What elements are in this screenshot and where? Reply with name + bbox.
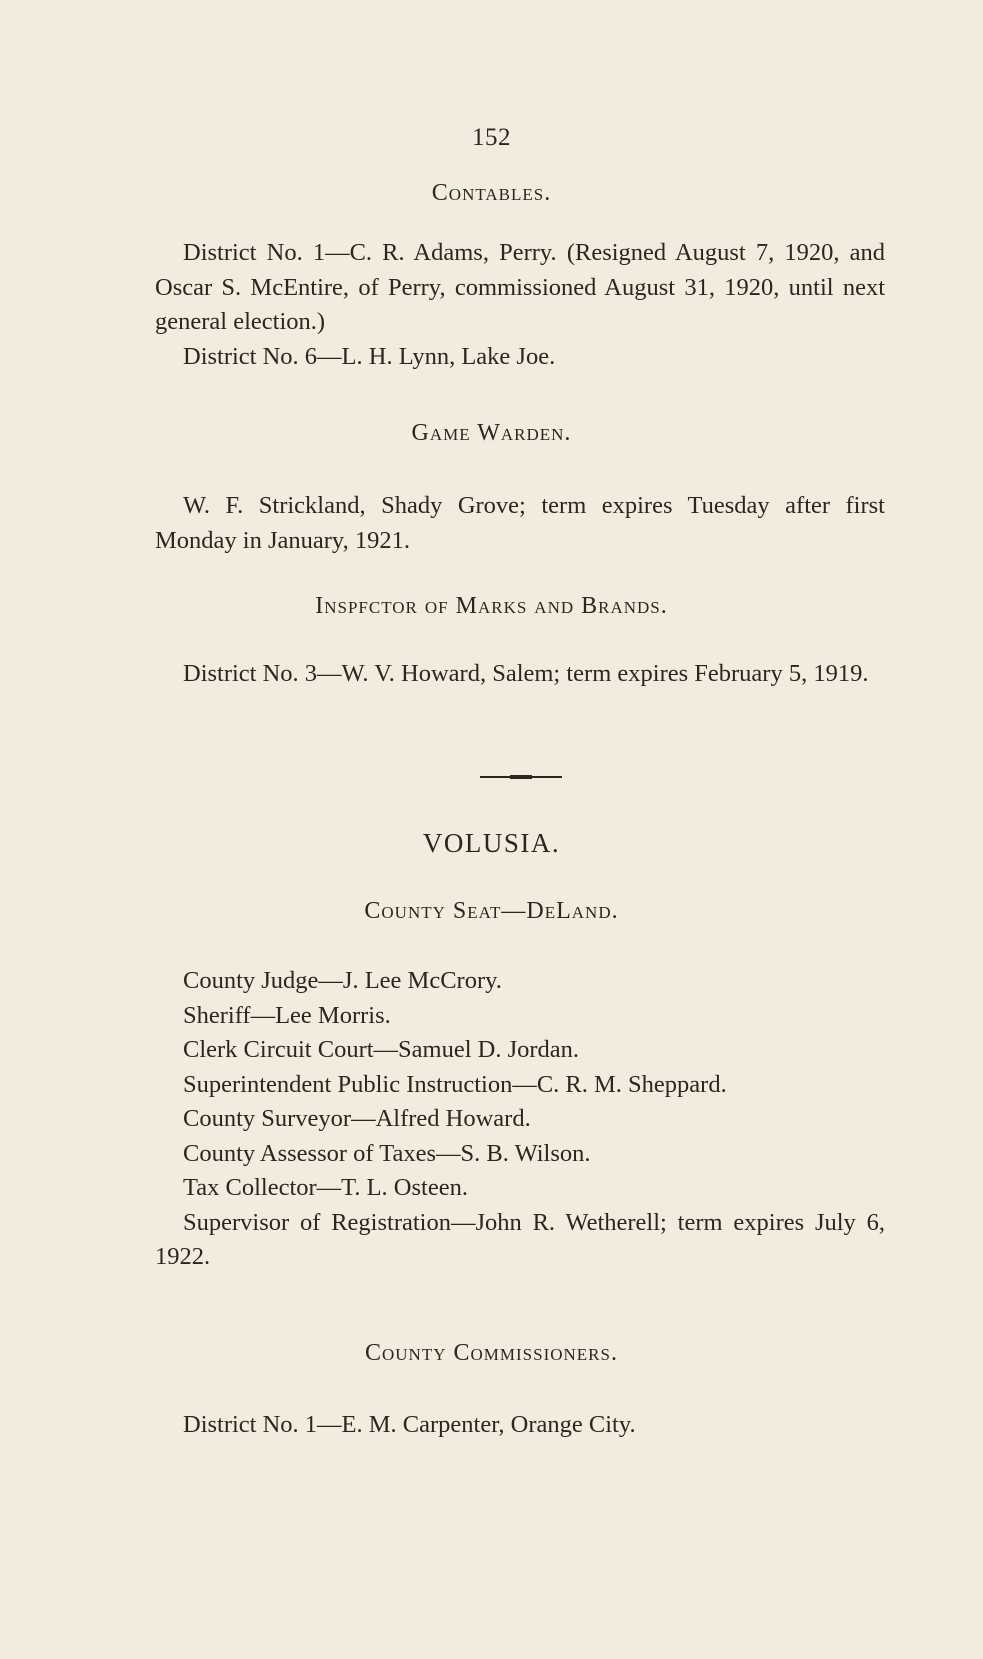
officer-entry: Clerk Circuit Court—Samuel D. Jordan.: [183, 1036, 580, 1063]
county-seat: County Seat—DeLand.: [364, 898, 619, 924]
heading-game-warden: Game Warden.: [411, 420, 572, 446]
heading-county-commissioners: County Commissioners.: [365, 1340, 618, 1366]
county-officers-list: [155, 964, 885, 1275]
commissioner-entry: District No. 1—E. M. Carpenter, Orange City.: [183, 1411, 636, 1438]
officer-entry: Sheriff—Lee Morris.: [183, 1001, 391, 1029]
heading-constables: Contables.: [431, 180, 552, 206]
officer-entry: Supervisor of Registration—John R. Wetherell; term expires July 6, 1922.: [155, 1208, 885, 1270]
constables-paragraph-1: District No. 1—C. R. Adams, Perry. (Resigned August 7, 1920, and Oscar S. McEntire, of Perry, commissioned August 31, 1920, until next general election.): [155, 239, 885, 335]
constables-paragraph-2: District No. 6—L. H. Lynn, Lake Joe.: [183, 342, 556, 370]
officer-entry: Tax Collector—T. L. Osteen.: [183, 1174, 468, 1201]
officer-entry: County Judge—J. Lee McCrory.: [183, 967, 502, 994]
officer-entry: County Assessor of Taxes—S. B. Wilson.: [183, 1139, 591, 1167]
inspector-text: [155, 657, 885, 692]
game-warden-text: [155, 489, 885, 558]
section-divider-rule: [480, 776, 562, 778]
officer-entry: County Surveyor—Alfred Howard.: [183, 1105, 531, 1132]
officer-entry: Superintendent Public Instruction—C. R. M. Sheppard.: [183, 1070, 727, 1098]
game-warden-paragraph: W. F. Strickland, Shady Grove; term expires Tuesday after first Monday in January, 1921.: [155, 492, 885, 554]
commissioners-text: [155, 1408, 885, 1443]
page-number: 152: [472, 124, 511, 151]
county-title: VOLUSIA.: [422, 828, 561, 858]
constables-text: [155, 236, 885, 374]
inspector-paragraph: District No. 3—W. V. Howard, Salem; term expires February 5, 1919.: [183, 660, 869, 687]
heading-inspector: Inspfctor of Marks and Brands.: [315, 593, 668, 619]
